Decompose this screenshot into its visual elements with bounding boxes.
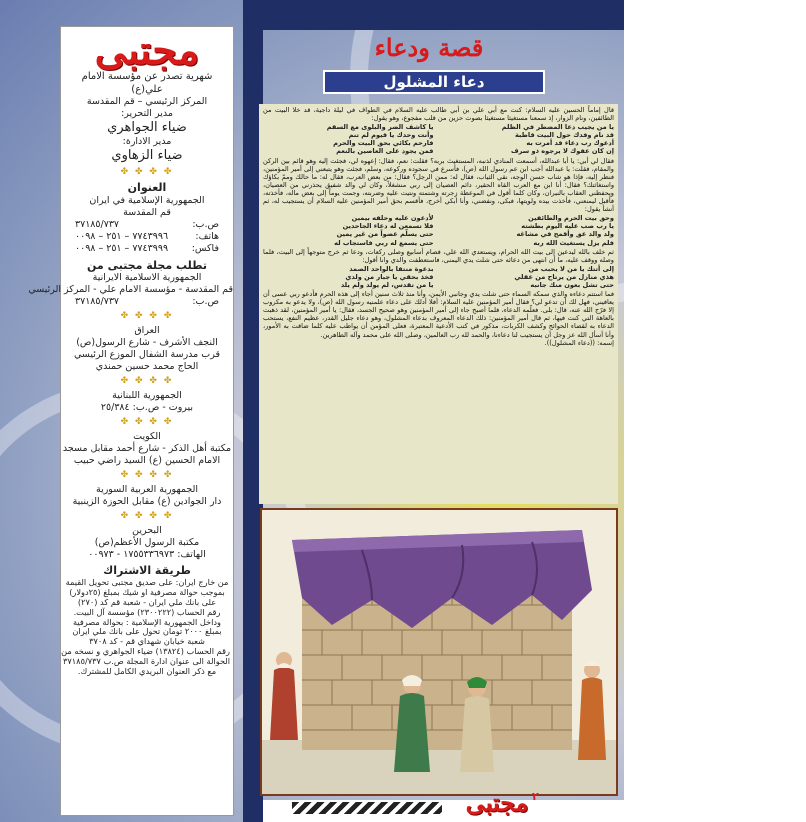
verse-line: ولد والد عق وأقمح في مشاغه <box>516 230 614 239</box>
kaaba-illustration-svg <box>262 510 616 794</box>
kaaba-illustration <box>260 508 618 796</box>
editor-title: مدير التحرير: <box>121 107 173 119</box>
subscribe-line: من خارج ايران: على صديق مجتبى تحويل القيمة <box>65 577 229 588</box>
magazine-logo: مجتبى <box>94 27 200 74</box>
top-band <box>243 0 624 30</box>
verse-line: فلا تسمعن له دعاء الجاحدين <box>342 222 434 231</box>
verse-block <box>263 265 614 289</box>
verse-line: فارحم بكائي بحق البيت والحرم <box>333 139 434 148</box>
address-country: الجمهورية الإسلامية في ايران <box>89 195 205 207</box>
verse-line: يا رب صب عليه اليوم بطشته <box>521 222 614 231</box>
story-paragraph: فقال لي أبي: يا أبا عبدالله، أسمعت المنادي لذنبه، المستغيث بربه؟ فقلت: نعم، فقال: إعهوه لي، فجئت إليه وهو قائم بين الركن والمقام، فقلت: يا عبدالله أجب ابن عم رسول الله (ص)، فأسرع في سجوده وركوعه، وسلم، فجئت وهو يتبعني إلى أمير المؤمنين، فنظر إليه، فإذا هو شاب حسن الوجه، نقي الثياب، فقال له: ممن الرجل؟ فقال: من بعض العرب، فقال له: ما حالك وممّ بكاؤك واستغاثتك؟ فقال: أنا ابن مع العرب القاه الحقير، دائم العصيان إلى ربي منشغلاً، وكان لي والد شفيق يحذرني من العصيان، ويحفظني العقاب بالنيران، وكان كلما أقول في الموعظة زجرته وشتمته ونتيت عليه وضربته، وجمت يوماً إلى بعض ماله، فأخذته، فأقبل ليمنعني، فأخذت بيده ولويتها، فبكى، ونفضني، وأنا أبكي أخرج، فأقسم بحق أمير المؤمنين عليه السلام أن يستجيب له، ثم أنشأ يقول: <box>263 156 614 214</box>
verse-line: يا من يجيب دعا المضطر في الظلم <box>501 123 614 132</box>
fax-row: فاكس: ٧٧٤٣٩٩٩ – ٢٥١ – ٠٠٩٨ <box>75 242 219 254</box>
ornament: ✤ ✤ ✤ ✤ <box>120 510 174 521</box>
address-header: العنوان <box>127 181 167 195</box>
kuwait-header: الكويت <box>133 430 161 442</box>
page-number: ٢ <box>532 790 539 803</box>
iraq-line: النجف الأشرف - شارع الرسول(ص) <box>76 337 218 348</box>
verse-line: وأنت وحدك يا قيوم لم تنم <box>348 131 434 140</box>
story-paragraph: ثم خلف بالله ليدعين إلى بيت الله الحرام، ويستعدي الله علي، فصام أسابيع وصلى ركعات، ودعا ثم خرج متوجهاً إلى البيت، فلما وصله ووقف عليه، ما أن انتهى من دعائه حتى شلت يدي اليمنى، فاستعطفت والدي وانا أقول: <box>263 247 614 264</box>
story-paragraph: فما استتم دعاءه والذي سمكه السماء حتى شلت يدي وجانبي الأيمن، وأنا منذ ثلاث سنين أجاء إلى هذه الحرم فأدعو ربي عسى أن يعافيني، فهل لك أن تدعو لي؟ فقال أمير المؤمنين عليه السلام: أفلا أدلك على دعاء علمنيه رسول الله (ص)، ولا يدعو به مكروب إلا فرّج الله عنه، قال: بلى. فعلّمه الدعاء، فلما أصبح جاء إلى أمير المؤمنين وهو صحيح الجسد، فقال: يا أمير المؤمنين، لقد ذهبت بالعاهة التي كنت فيها، ثم قال أمير المؤمنين: ذلك الدعاء المعروف بدعاء المشلول، وهو دعاء جليل القدر، عظيم النفع، يستحب الدعاء به لقضاء الحوائج وكشف الكربات، مذكور في كتب الأدعية المعتبرة، فعلى المؤمن أن يواظب عليه كلما ضاقت به الأمور، وأنا أسأل الله عز وجل أن يستجيب لنا دعاءنا، والحمد لله رب العالمين، وصلى الله على محمد وآله الطاهرين. <box>263 290 614 339</box>
bahrain-header: البحرين <box>132 524 162 536</box>
ornament: ✤ ✤ ✤ ✤ <box>120 167 174 178</box>
syria-header: الجمهورية العربية السورية <box>95 483 198 495</box>
verse-line: بدعوة منتفا بالواحد الصمد <box>349 264 434 273</box>
editor-name: ضياء الجواهري <box>107 119 187 135</box>
verse-line: قد نام وفدك حول البيت قاطبة <box>514 131 614 140</box>
verse-line: فلم يزل يستغيث الله ربه <box>533 238 614 247</box>
story-paragraph: قال إماماً الحسين عليه السلام: كنت مع أبي علي بن أبي طالب عليه السلام في الطواف في ليلة داجية، قد خلا البيت من الطائفين، ونام الزوار، إذ سمعنا مستغيثا مستغيثا بصوت حزين من قلب مفجوع، وهو يقول: <box>263 106 614 123</box>
verse-line: حتى يسلّم عضواً من غير يمين <box>336 230 434 239</box>
verse-block <box>263 214 614 246</box>
story-text-panel <box>259 104 618 504</box>
publisher-line: شهرية تصدر عن مؤسسة الامام علي(ع) <box>81 71 213 95</box>
iran-header: الجمهورية الاسلامية الايرانية <box>92 272 202 284</box>
iraq-line: قرب مدرسة الشفال الموزع الرئيسي <box>73 348 220 360</box>
subscribe-header: طريقة الاشتراك <box>103 564 191 578</box>
subscribe-line: شعبة خيابان شهداي قم - كد ٣٧٠٨ <box>89 636 205 647</box>
ornament: ✤ ✤ ✤ ✤ <box>120 469 174 480</box>
syria-line: دار الجوادين (ع) مقابل الحوزة الزينبية <box>72 495 222 507</box>
verse-line: حتى يسمع له ربي فاستجاب له <box>334 238 434 247</box>
footer-logo: مجتبى <box>465 788 529 817</box>
iran-po-row: ص.ب: ٣٧١٨٥/٧٣٧ <box>75 296 219 307</box>
verse-line: أدعوك رب دعاء قد أمرت به <box>526 139 614 148</box>
subscribe-line: رقم الحساب (١٣٨٢٤) ضياء الجواهري و نسخه من <box>61 646 230 657</box>
kuwait-line: الامام الحسين (ع) السيد راضي حبيب <box>73 454 221 466</box>
bahrain-line: مكتبة الرسول الأعظم(ص) <box>94 536 200 548</box>
subtitle-banner <box>323 70 545 94</box>
verse-line: يا من تقدس، لم يولد ولم يلد <box>340 280 434 289</box>
subscribe-line: الحوالة الى عنوان ادارة المجلة ص.ب ٣٧١٨٥/٧٣٧ <box>62 655 230 666</box>
verse-line: فمن يجود على العاصين بالنعم <box>336 147 434 156</box>
masthead-column <box>28 26 234 816</box>
verse-line: إن كان عفوك لا يرجوه ذو سرف <box>510 147 614 156</box>
lebanon-line: بيروت - ص.ب: ٢٥/٣٨٤ <box>100 401 194 413</box>
verse-line: هذي منازل من يرتاح من عقلي <box>514 272 614 281</box>
subscribe-line: مع ذكر العنوان البريدي الكامل للمشترك. <box>77 665 217 676</box>
iraq-line: الحاج محمد حسين حمندي <box>95 360 199 372</box>
subscribe-line: بموجب حوالة مصرفية او شيك بمبلغ (٢٥دولار) <box>69 586 225 597</box>
verse-block <box>263 123 614 155</box>
kuwait-line: مكتبة أهل الذكر - شارع أحمد مقابل مسجد <box>62 442 232 454</box>
story-title: قصة ودعاء <box>374 33 484 62</box>
subscribe-line: بمبلغ ٢٠٠٠ تومان تحول على بانك ملي ايران <box>72 626 222 637</box>
verse-line: يا كاشف الضر والبلوى مع السقم <box>326 123 434 132</box>
ornament: ✤ ✤ ✤ ✤ <box>120 375 174 386</box>
story-closing: إسمه: ((دعاء المشلول)). <box>544 338 614 347</box>
verse-line: لأدعون عليه وحلفه بيمين <box>351 214 434 223</box>
verse-line: إلى أتتك يا من لا يحبب من <box>528 264 614 273</box>
manager-name: ضياء الزهاوي <box>111 147 183 163</box>
center-line: المركز الرئيسي – قم المقدسة <box>86 96 208 107</box>
manager-title: مدير الادارة: <box>122 136 172 147</box>
ornament: ✤ ✤ ✤ ✤ <box>120 310 174 321</box>
subscribe-line: على بانك ملي ايران - شعبة قم كد (٢٧٠) <box>77 596 217 607</box>
iran-line: قم المقدسة - مؤسسة الامام علي - المركز الرئيسي <box>28 284 233 296</box>
subscribe-line: وداخل الجمهورية الإسلامية : بحوالة مصرفية <box>73 616 221 627</box>
footer-stripes <box>292 802 442 814</box>
bahrain-line: الهاتف: ١٧٥٥٣٣٦٩٧٣ - ٠٠٩٧٣ <box>88 548 206 560</box>
iraq-header: العراق <box>134 325 160 337</box>
subscribe-text <box>61 578 233 676</box>
subscribe-line: رقم الحساب (٢٣٠٠٢٢٢) مؤسسة آل البيت. <box>73 606 221 617</box>
address-city: قم المقدسة <box>123 207 171 218</box>
story-subtitle: دعاء المشلول <box>383 73 485 91</box>
phone-row: هاتف: ٧٧٤٣٩٩٦ – ٢٥١ – ٠٠٩٨ <box>75 230 219 242</box>
po-row: ص.ب: ٣٧١٨٥/٧٣٧ <box>75 218 219 230</box>
order-header: تطلب مجلة مجتبى من <box>87 258 207 272</box>
verse-line: حتى تشل بعون منك جانبه <box>530 280 614 289</box>
verse-line: فخذ بحقي يا جبار من ولدي <box>345 272 434 281</box>
ornament: ✤ ✤ ✤ ✤ <box>120 416 174 427</box>
lebanon-header: الجمهورية اللبنانية <box>112 389 182 401</box>
verse-line: وحق بيت الحرم والطائفين <box>528 214 614 223</box>
story-title-box <box>313 33 545 75</box>
